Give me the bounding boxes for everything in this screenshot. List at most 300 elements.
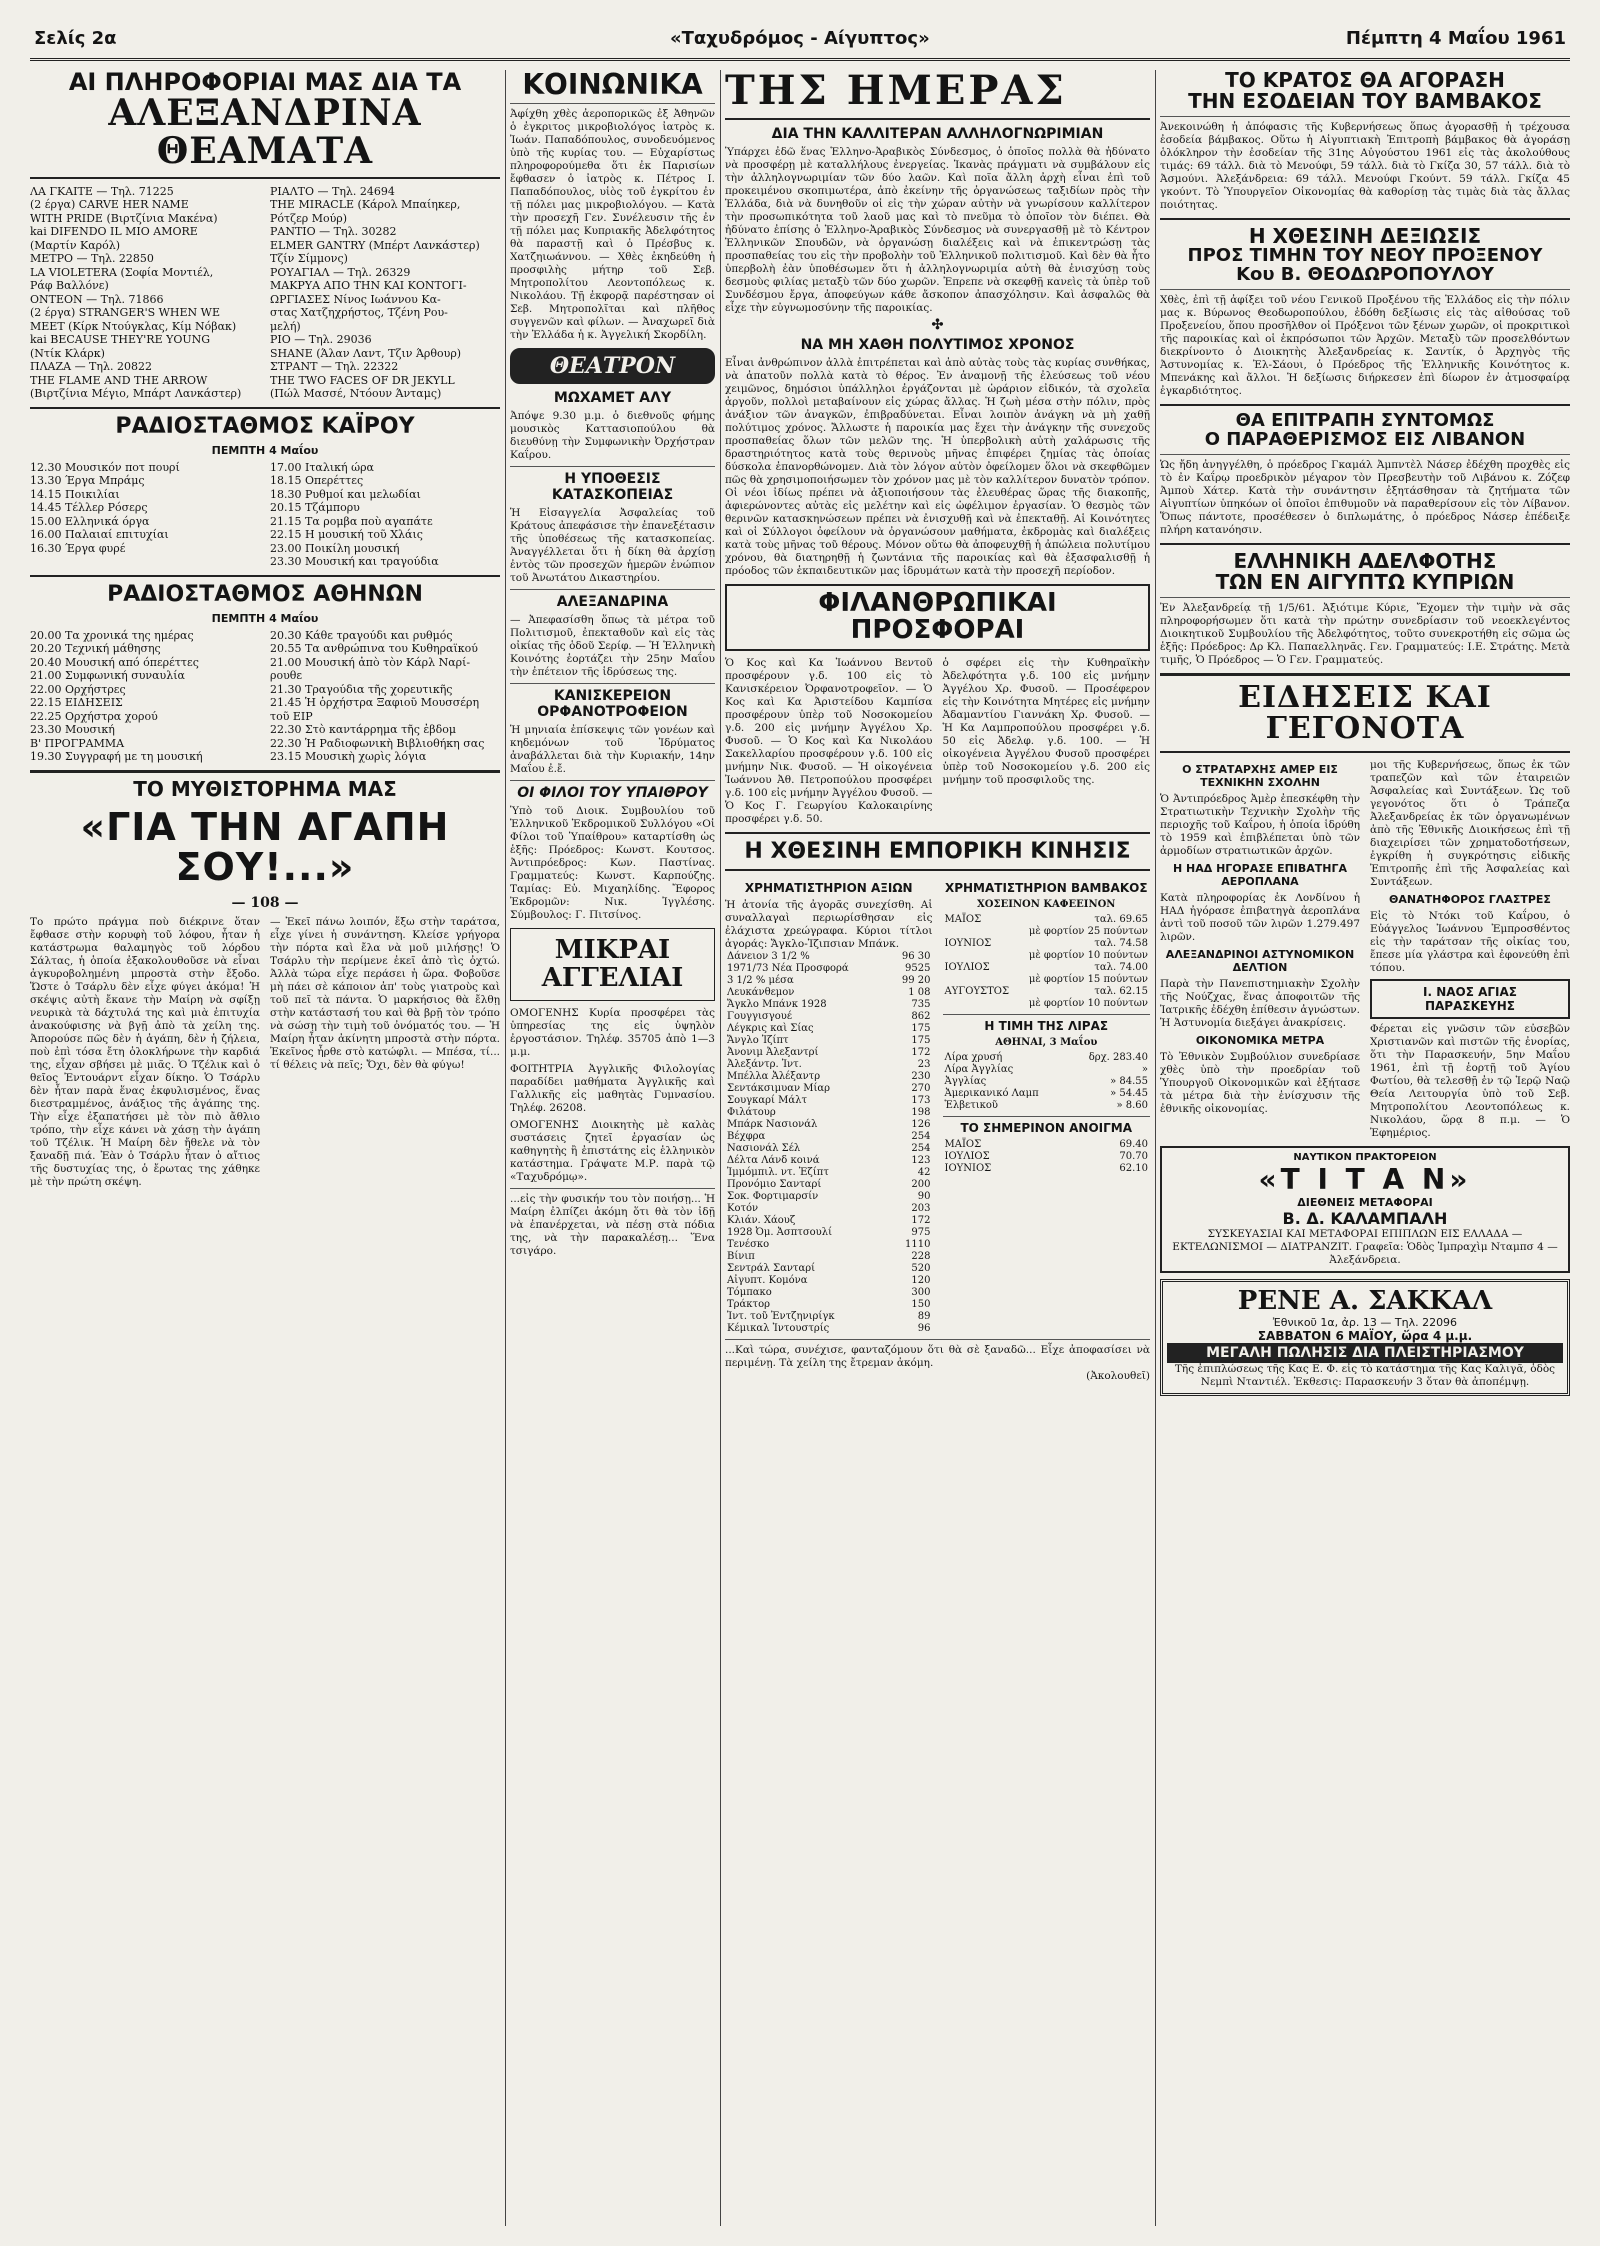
row-label: Σοκ. Φορτιμαρσίν <box>727 1190 819 1202</box>
cotton-exchange-subtitle: ΧΟΣΕΙΝΟΝ ΚΑΦΕΕΙΝΟΝ <box>977 898 1116 910</box>
row-label: Σεντάκσιμυαν Μίαρ <box>727 1082 830 1094</box>
pound-price-title: Η ΤΙΜΗ ΤΗΣ ΛΙΡΑΣ <box>984 1018 1109 1033</box>
row-value: 126 <box>911 1118 931 1130</box>
cinema-listing-line: ΡΑΝΤΙΟ — Τηλ. 30282 <box>270 225 397 239</box>
stock-exchange-title: ΧΡΗΜΑΤΙΣΤΗΡΙΟΝ ΑΞΙΩΝ <box>744 880 913 895</box>
row-value: 862 <box>911 1010 931 1022</box>
radio-cairo-list-left <box>30 461 260 556</box>
column-4 <box>1160 70 1570 2236</box>
row-value: 62.10 <box>1119 1162 1148 1174</box>
cinema-listing-line: kai BECAUSE THEY'RE YOUNG <box>30 333 211 347</box>
row-label: ΜΑΪΟΣ <box>944 1138 982 1150</box>
table-row <box>725 1011 933 1023</box>
page-number: Σελίς 2α <box>34 28 117 49</box>
titan-text: ΣΥΣΚΕΥΑΣΙΑΙ ΚΑΙ ΜΕΤΑΦΟΡΑΙ ΕΠΙΠΛΩΝ ΕΙΣ ΕΛΛΑΔΑ — ΕΚΤΕΛΩΝΙΣΜΟΙ — ΔΙΑΤΡΑΝΖΙΤ. Γραφεῖα: Ὁδὸς Ἰμπραχὶμ Νταμπσ 4 — Ἀλεξάνδρεια. <box>1172 1227 1558 1266</box>
cinema-listing-line: ΣΤΡΑΝΤ — Τηλ. 22322 <box>270 360 399 374</box>
radio-athens-list-left <box>30 629 260 764</box>
radio-program-item: 21.30 Τραγούδια τῆς χορευτικῆς <box>270 682 453 696</box>
espionage-title: Η ΥΠΟΘΕΣΙΣ ΚΑΤΑΣΚΟΠΕΙΑΣ <box>551 471 674 504</box>
social-text: Ἀφίχθη χθὲς ἀεροπορικῶς ἐξ Ἀθηνῶν ὁ ἐγκριτος μικροβιολόγος ἰατρὸς κ. Ἰωάν. Παπαδόπουλος, συνοδευόμενος ὑπὸ τῆς κυρίας του. — Εὐχαρίστως πληροφορούμεθα ὅτι ἐκ Παρισίων ἔφθασεν ὁ ἰατρὸς κ. Πέτρος Ι. Παπαδόπουλος, υἱὸς τοῦ ἐγκρίτου ἐν τῇ πόλει μας μικροβιολόγου. — Κατὰ τὴν προσεχῆ Γεν. Συνέλευσιν τῆς ἐν τῇ πόλει μας Κυπριακῆς Ἀδελφότητος θὰ παραστῇ καὶ ὁ Πρέσβυς κ. Χατζηιωάννου. — Χθὲς ἐκηδεύθη ἡ προσφιλὴς μήτηρ τοῦ Σεβ. Μητροπολίτου Λεοντοπόλεως κ. Νικολάου. Τῇ ἐκφορᾷ παρέστησαν οἱ Σεβ. Μητροπολῖται καὶ πλῆθος συγγενῶν καὶ φίλων. — Ἀναχωρεῖ διὰ τὴν Ἑλλάδα ἡ κ. Ἀγγελική Σκορδίλη. <box>510 108 715 342</box>
cinema-listing-line: μελή) <box>270 319 301 333</box>
row-value: ταλ. 74.00 <box>1094 961 1148 973</box>
radio-program-item: 21.15 Τα ρομβα ποὺ αγαπάτε <box>270 514 433 528</box>
table-row <box>943 1163 1151 1175</box>
cinema-listing-line: (Βιρτζίνια Μέγιο, Μπάρτ Λανκάστερ) <box>30 387 242 401</box>
row-value: 69.40 <box>1119 1138 1148 1150</box>
novel-to-be-continued: (Ἀκολουθεῖ) <box>1086 1369 1150 1382</box>
row-value: 175 <box>911 1022 931 1034</box>
row-value: μὲ φορτίον 15 πούντων <box>1028 973 1148 985</box>
radio-program-item: 16.00 Παλαιαί επιτυχίαι <box>30 528 169 542</box>
row-value: 203 <box>911 1202 931 1214</box>
row-label: Ἑλβετικοῦ <box>944 1099 999 1111</box>
row-value: 150 <box>911 1298 931 1310</box>
row-label: Λέγκρις καὶ Σίας <box>727 1022 814 1034</box>
row-label: Κέμικαλ Ἰντουστρίς <box>727 1322 830 1334</box>
table-row <box>725 1059 933 1071</box>
cinema-listing-line: WITH PRIDE (Βιρτζίνια Μακένα) <box>30 211 218 225</box>
cypriots-title-1: ΕΛΛΗΝΙΚΗ ΑΔΕΛΦΟΤΗΣ <box>1233 548 1497 573</box>
novel-continuation: ...εἰς τὴν φυσικήν του τὸν ποιήσῃ... Ἡ Μαίρη ἐλπίζει ἀκόμη ὅτι θὰ τὸν ἰδῇ νὰ ἐπανέρχεται, νὰ πέσῃ στὰ πόδια της, νὰ τὴν παρακαλέσῃ... Ἕνα τσιγάρο. <box>510 1192 715 1257</box>
row-label: Ἰντ. τοῦ Ἐντζηνιρίγκ <box>727 1310 835 1322</box>
cinema-listing-line: ΠΛΑΖΑ — Τηλ. 20822 <box>30 360 152 374</box>
news-section-title: ΕΙΔΗΣΕΙΣ ΚΑΙ ΓΕΓΟΝΟΤΑ <box>1238 679 1492 747</box>
alex-shows-title-2: ΑΛΕΞΑΝΔΡΙΝΑ ΘΕΑΜΑΤΑ <box>108 92 422 172</box>
radio-program-item: 20.00 Τα χρονικά της ημέρας <box>30 628 194 642</box>
row-value: 1110 <box>905 1238 931 1250</box>
row-label: Δάνειον 3 1/2 % <box>727 950 810 962</box>
table-row <box>725 1191 933 1203</box>
radio-program-item: 18.30 Ρυθμοί και μελωδίαι <box>270 487 421 501</box>
table-row <box>725 1155 933 1167</box>
table-row <box>725 1299 933 1311</box>
novel-kicker: ΤΟ ΜΥΘΙΣΤΟΡΗΜΑ ΜΑΣ <box>133 776 397 801</box>
cinema-listing-line: THE TWO FACES OF DR JEKYLL <box>270 373 455 387</box>
classified-ad: ΦΟΙΤΗΤΡΙΑ Ἀγγλικῆς Φιλολογίας παραδίδει μαθήματα Ἀγγλικῆς καὶ Γαλλικῆς εἰς μαθητὰς Γυμνασίου. Τηλέφ. 26208. <box>510 1062 715 1114</box>
row-value: 9525 <box>905 962 931 974</box>
news-glasses-title: ΘΑΝΑΤΗΦΟΡΟΣ ΓΛΑΣΤΡΕΣ <box>1389 892 1551 906</box>
news-3-text: Παρὰ τὴν Πανεπιστημιακὴν Σχολὴν τῆς Νούζχας, ἕνας ἀποφοιτῶν τῆς Ἰατρικῆς ἐδέχθη ἐπίθεσιν ἀγνώστων. Ἡ Ἀστυνομία διεξάγει ἀνακρίσεις. <box>1160 977 1360 1029</box>
cinema-listing-line: (2 έργα) CARVE HER NAME <box>30 198 189 212</box>
news-2-text: Κατὰ πληροφορίας ἐκ Λονδίνου ἡ ΗΑΔ ἠγόρασε ἐπιβατηγὰ ἀεροπλάνα ἀντὶ τοῦ ποσοῦ τῶν λιρῶν 1.279.497 λιρῶν. <box>1160 891 1360 943</box>
row-label: Λίρα χρυσή <box>944 1051 1003 1063</box>
cinema-listing-line: ΩΡΓΙΑΣΕΣ Νίνος Ιωάννου Κα- <box>270 292 441 306</box>
table-row <box>725 1287 933 1299</box>
article-1-title: ΔΙΑ ΤΗΝ ΚΑΛΛΙΤΕΡΑΝ ΑΛΛΗΛΟΓΝΩΡΙΜΙΑΝ <box>771 126 1104 142</box>
row-value: 175 <box>911 1034 931 1046</box>
row-label: Ἀνονιμ Ἀλεξαντρί <box>727 1046 819 1058</box>
row-value: 735 <box>911 998 931 1010</box>
row-label <box>943 950 1017 962</box>
pound-table <box>943 1052 1151 1112</box>
rene-title: ΡΕΝΕ Α. ΣΑΚΚΑΛ <box>1237 1285 1493 1316</box>
row-value: 198 <box>911 1106 931 1118</box>
alexandria-title: ΑΛΕΞΑΝΔΡΙΝΑ <box>556 594 669 611</box>
table-row <box>725 1143 933 1155</box>
radio-cairo-schedule <box>30 461 500 569</box>
table-row <box>943 1139 1151 1151</box>
radio-program-item: 20.30 Κάθε τραγούδι και ρυθμός <box>270 628 453 642</box>
cotton-state-title-2: ΤΗΝ ΕΣΟΔΕΙΑΝ ΤΟΥ ΒΑΜΒΑΚΟΣ <box>1188 89 1542 113</box>
cinema-listing-line: MEET (Κίρκ Ντούγκλας, Κίμ Νόβακ) <box>30 319 237 333</box>
radio-program-item: 22.15 ΕΙΔΗΣΕΙΣ <box>30 696 123 710</box>
table-row <box>725 1047 933 1059</box>
row-label: 1928 Ὀμ. Ἀσπτσουλί <box>727 1226 833 1238</box>
table-row <box>725 1239 933 1251</box>
cinema-listing-line: THE FLAME AND THE ARROW <box>30 373 208 387</box>
cinema-listing-line: (Πώλ Μασσέ, Ντόουν Άνταμς) <box>270 387 442 401</box>
rene-event: ΜΕΓΑΛΗ ΠΩΛΗΣΙΣ ΔΙΑ ΠΛΕΙΣΤΗΡΙΑΣΜΟΥ <box>1167 1343 1563 1363</box>
row-value: 96 30 <box>901 950 931 962</box>
row-label: Κοτόν <box>727 1202 759 1214</box>
table-row <box>943 1064 1151 1076</box>
titan-kicker: ΝΑΥΤΙΚΟΝ ΠΡΑΚΤΟΡΕΙΟΝ <box>1293 1151 1437 1163</box>
table-row <box>725 975 933 987</box>
news-glasses-text: Εἰς τὸ Ντόκι τοῦ Καΐρου, ὁ Εὐάγγελος Ἰωάννου Ἐμπροσθέντος εἰς τὴν ταράτσαν τῆς οἰκίας του, ἔπεσε μία γλάστρα καὶ ἐφονεύθη ἐπὶ τόπου. <box>1370 909 1570 974</box>
table-row <box>725 1275 933 1287</box>
row-label: Φιλάτουρ <box>727 1106 776 1118</box>
row-label: 1971/73 Νέα Προσφορά <box>727 962 849 974</box>
column-3 <box>725 70 1150 2236</box>
cinema-listing-line: Ρότζερ Μούρ) <box>270 211 348 225</box>
row-value: μὲ φορτίον 10 πούντων <box>1028 997 1148 1009</box>
cotton-exchange-title: ΧΡΗΜΑΤΙΣΤΗΡΙΟΝ ΒΑΜΒΑΚΟΣ <box>944 880 1148 895</box>
titan-ad <box>1160 1146 1570 1273</box>
cinema-listings <box>30 185 500 401</box>
cinema-listing-line: THE MIRACLE (Κάρολ Μπαίηκερ, <box>270 198 461 212</box>
table-row <box>725 1323 933 1335</box>
news-4-text: Τὸ Ἐθνικὸν Συμβούλιον συνεδρίασε χθὲς ὑπὸ τὴν προεδρίαν τοῦ Ὑπουργοῦ Οἰκονομικῶν καὶ ἐξήτασε τὰ μέτρα διὰ τὴν ἐνίσχυσιν τῆς ἐθνικῆς οἰκονομίας. <box>1160 1050 1360 1115</box>
table-row <box>725 1215 933 1227</box>
row-value: 90 <box>917 1190 931 1202</box>
row-label: Ἀλεξάντρ. Ἰντ. <box>727 1058 802 1070</box>
radio-program-item: 16.30 Έργα φυρέ <box>30 541 126 555</box>
radio-program-item: 20.40 Μουσική από όπερέττες <box>30 655 199 669</box>
cinema-listing-line: (2 έργα) STRANGER'S WHEN WE <box>30 306 221 320</box>
table-row <box>725 1311 933 1323</box>
radio-program-item: 15.00 Ελληνικά όργα <box>30 514 150 528</box>
table-row <box>725 1263 933 1275</box>
row-label: Κλιάν. Χάουζ <box>727 1214 796 1226</box>
row-value: ταλ. 62.15 <box>1094 985 1148 997</box>
classified-ad: ΟΜΟΓΕΝΗΣ Κυρία προσφέρει τὰς ὑπηρεσίας της εἰς ὑψηλὸν ἐργοστάσιον. Τηλέφ. 35705 ἀπὸ 1—3 μ.μ. <box>510 1006 715 1058</box>
row-value: 172 <box>911 1046 931 1058</box>
row-value: 96 <box>917 1322 931 1334</box>
row-value: 23 <box>917 1058 931 1070</box>
row-value: 123 <box>911 1154 931 1166</box>
row-label <box>943 998 1017 1010</box>
row-value: ταλ. 69.65 <box>1094 913 1148 925</box>
row-value: 42 <box>917 1166 931 1178</box>
table-row <box>943 1088 1151 1100</box>
radio-program-item: 23.00 Ποικίλη μουσική <box>270 541 400 555</box>
table-row <box>943 1052 1151 1064</box>
row-label: ΙΟΥΝΙΟΣ <box>944 937 992 949</box>
cinema-listing-line: LA VIOLETERA (Σοφία Μοντιέλ, <box>30 265 214 279</box>
radio-athens-day: ΠΕΜΠΤΗ 4 Μαΐου <box>211 611 319 625</box>
classifieds-list <box>510 1007 715 1184</box>
titan-name: Β. Δ. ΚΑΛΑΜΠΑΛΗ <box>1282 1208 1448 1228</box>
row-label: ΙΟΥΝΙΟΣ <box>944 1162 992 1174</box>
cinema-listing-line: ΛΑ ΓΚΑΙΤΕ — Τηλ. 71225 <box>30 184 174 198</box>
table-row <box>943 1151 1151 1163</box>
row-value: ταλ. 74.58 <box>1094 937 1148 949</box>
radio-athens-title: ΡΑΔΙΟΣΤΑΘΜΟΣ ΑΘΗΝΩΝ <box>107 581 423 607</box>
row-label: Βίνιπ <box>727 1250 755 1262</box>
row-label: Τράκτορ <box>727 1298 770 1310</box>
row-label: Τενέσκο <box>727 1238 770 1250</box>
reception-text: Χθὲς, ἐπὶ τῇ ἀφίξει τοῦ νέου Γενικοῦ Προξένου τῆς Ἑλλάδος εἰς τὴν πόλιν μας κ. Βύρωνος Θεοδωροπούλου, ἐδόθη δεξίωσις εἰς τὰς αἰθούσας τοῦ Προξενείου, ὅπου προσῆλθον οἱ Πρόξενοι τῶν ξένων χωρῶν, οἱ προκριτικοὶ τῆς παροικίας καὶ οἱ ἐκπρόσωποι τῶν Ἀρχῶν. Μεταξὺ τῶν προσελθόντων διεκρίνοντο ὁ Διοικητὴς Ἀλεξανδρείας κ. Σαντίκ, ὁ Ἀρχηγὸς τῆς Ἀστυνομίας κ. Ἐλ-Σάουι, ὁ Πρόεδρος τῆς Ἑλληνικῆς Κοινότητος κ. Μπενάκης καὶ ἄλλοι. Ἡ δεξίωσις διήρκεσεν ἐπὶ δίωρον ἐν ἀτμοσφαίρᾳ ἐγκαρδιότητος. <box>1160 293 1570 397</box>
today-opening-table <box>943 1139 1151 1175</box>
column-2 <box>510 70 715 2236</box>
reception-title-3: Κου Β. ΘΕΟΔΩΡΟΠΟΥΛΟΥ <box>1236 263 1494 285</box>
row-label: Λίρα Ἀγγλίας <box>944 1063 1014 1075</box>
row-label: Δέλτα Λάνδ κοινά <box>727 1154 820 1166</box>
table-row <box>725 1035 933 1047</box>
article-1-text: Ὑπάρχει ἐδῶ ἕνας Ἑλληνο-Ἀραβικὸς Σύνδεσμος, ὁ ὁποῖος πολλὰ θὰ ἠδύνατο νὰ προσφέρῃ μὲ καταλλήλους ἐνεργείας. Ἱκανὰς πράγματι νὰ συμβάλουν εἰς τὴν ἀλληλογνωριμίαν τῶν δύο λαῶν. Καὶ ποῖα ἄλλη ἀρχὴ εἶναι ἐπὶ τοῦ προκειμένου σκοπιμωτέρα, ἀπὸ ἐκείνην τῆς ὀργανώσεως ταξιδίων πρὸς τὴν Ἑλλάδα, διὰ νὰ δυνηθοῦν οἱ εἰς τὴν χώραν αὐτὴν νὰ γνωρίσουν καλλίτερον τὴν προσωπικότητα τοῦ λαοῦ μας καὶ τὸ πνεῦμα τὸ ὁποῖον τὸν διέπει. Θὰ ἠδύνατο ἐπίσης ὁ Ἑλληνο-Ἀραβικὸς Σύνδεσμος νὰ συνεργασθῇ μὲ τὸ Κέντρον Ἑλληνικῶν Σπουδῶν, νὰ ὀργανώσῃ διαλέξεις καὶ νὰ ἐπικεντρώσῃ τὰς προσπαθείας του εἰς τὴν προβολὴν τοῦ Ἑλληνικοῦ πολιτισμοῦ. Καὶ δὲν θὰ ἦτο ὑπερβολὴ ἐὰν ὑποθέσωμεν ὅτι ἡ ἀλληλογνωριμία αὐτὴ θὰ ἐνισχύσῃ τοὺς δεσμοὺς φιλίας μεταξὺ τῶν δύο χωρῶν. Ἐπρεπε νὰ σκεφθῇ κανεὶς τὰ ὑπὲρ τοῦ Συνδέσμου ἔργα, ἀποφεύγων κάθε ἄσκοπον ἀπασχόλησιν. Καὶ ἀσφαλῶς θὰ εἶχε τὴν εὐγνωμοσύνην τῆς παροικίας. <box>725 146 1150 314</box>
row-value: δρχ. 283.40 <box>1088 1051 1148 1063</box>
orphanage-text: Ἡ μηνιαία ἐπίσκεψις τῶν γονέων καὶ κηδεμόνων τοῦ Ἱδρύματος ἀναβάλλεται διὰ τὴν Κυριακήν, 14ην Μαΐου ἐ.ἔ. <box>510 724 715 776</box>
lebanon-title-2: Ο ΠΑΡΑΘΕΡΙΣΜΟΣ ΕΙΣ ΛΙΒΑΝΟΝ <box>1204 428 1526 450</box>
table-row <box>725 1107 933 1119</box>
row-label: Ἀμερικανικό Λαμπ <box>944 1087 1039 1099</box>
row-label: Προνόμιο Σανταρί <box>727 1178 822 1190</box>
table-row <box>725 1095 933 1107</box>
row-value: 300 <box>911 1286 931 1298</box>
radio-cairo-list-right <box>270 461 500 569</box>
cinema-listing-line: ΟΝΤΕΟΝ — Τηλ. 71866 <box>30 292 164 306</box>
table-row <box>725 1179 933 1191</box>
row-label <box>943 926 1017 938</box>
table-row <box>725 1227 933 1239</box>
cotton-state-title-1: ΤΟ ΚΡΑΤΟΣ ΘΑ ΑΓΟΡΑΣΗ <box>1225 70 1505 92</box>
row-value: 173 <box>911 1094 931 1106</box>
radio-program-item: 21.00 Συμφωνική συναυλία <box>30 669 185 683</box>
row-value: 254 <box>911 1142 931 1154</box>
philanthropy-left-text: Ὁ Κος καὶ Κα Ἰωάννου Βεντοῦ προσφέρουν γ.δ. 100 εἰς τὸ Κανισκέρειον Ὀρφανοτροφεῖον. — Ὁ Κος καὶ Κα Ἀριστείδου Καμπίσα προσφέρουν ὑπὲρ τοῦ Νοσοκομείου γ.δ. 200 εἰς μνήμην Ἀγγέλου Χρ. Φυσοῦ. — Ὁ Κος καὶ Κα Νικολάου Σακελλαρίου προσφέρουν γ.δ. 100 εἰς μνήμην Νικ. Φυσοῦ. — Ἡ οἰκογένεια Ἰωάννου Ἀθ. Πετροπούλου προσφέρει γ.δ. 100 εἰς μνήμην Ἀγγέλου Φυσοῦ. — Ὁ Κος Γ. Γεωργίου Καλοκαιρίνης προσφέρει γ.δ. 50. <box>725 656 933 825</box>
row-label: 3 1/2 % μέσα <box>727 974 794 986</box>
philanthropy-right-text: ὁ σφέρει εἰς τὴν Κυθηραϊκὴν Ἀδελφότητα γ.δ. 100 εἰς μνήμην Ἀγγέλου Χρ. Φυσοῦ. — Προσέφερον εἰς τὴν Κοινότητα Μητέρες εἰς μνήμην Ἀδαμαντίου Γιαννάκη Χρ. Φυσοῦ. — Ἡ Κα Λαμπροπούλου προσφέρει γ.δ. 50 εἰς Ἀδελφ. γ.δ. 100. — Ἡ οἰκογένεια Ἀγγέλου Φυσοῦ προσφέρει ὑπὲρ τοῦ Νοσοκομείου γ.δ. 200 εἰς μνήμην τοῦ προσφιλοῦς της. <box>942 656 1150 786</box>
table-row <box>725 987 933 999</box>
divider-ornament: ✣ <box>931 317 944 333</box>
cinema-listing-line: (Μαρτίν Καρόλ) <box>30 238 121 252</box>
row-value: 70.70 <box>1119 1150 1148 1162</box>
table-row <box>943 1076 1151 1088</box>
radio-program-item: 20.55 Τα ανθρώπινα του Κυθηραϊκού <box>270 642 478 656</box>
row-value: 89 <box>917 1310 931 1322</box>
table-row <box>943 998 1151 1010</box>
row-label <box>943 974 1017 986</box>
radio-program-item: 23.15 Μουσικὴ χωρὶς λόγια <box>270 750 427 764</box>
cypriots-text: Ἐν Ἀλεξανδρείᾳ τῇ 1/5/61. Ἀξιότιμε Κύριε, Ἔχομεν τὴν τιμὴν νὰ σᾶς πληροφορήσωμεν ὅτι κατὰ τὴν πρώτην συνεδρίασιν τοῦ νεοεκλεγέντος Διοικητικοῦ Συμβουλίου τῆς Ἀδελφότητος, τοῦτο συνεκροτήθη εἰς σῶμα ὡς ἑξῆς: Πρόεδρος: Δρ Κλ. Παπαελληνᾶς. Γεν. Γραμματεύς: Ι.Ε. Στράτης. Μετὰ τιμῆς, Ὁ Πρόεδρος — Ὁ Γεν. Γραμματεύς. <box>1160 601 1570 666</box>
issue-date: Πέμπτη 4 Μαΐου 1961 <box>1345 28 1566 49</box>
radio-program-item: 22.30 Ἡ Ραδιοφωνικὴ Βιβλιοθήκη σας <box>270 736 485 750</box>
column-1 <box>30 70 500 2236</box>
reception-title-2: ΠΡΟΣ ΤΙΜΗΝ ΤΟΥ ΝΕΟΥ ΠΡΟΞΕΝΟΥ <box>1187 245 1543 266</box>
day-column-title: ΤΗΣ ΗΜΕΡΑΣ <box>725 70 1067 114</box>
table-row <box>943 914 1151 926</box>
row-label: Ἄνγλο Ἰζίπτ <box>727 1034 789 1046</box>
table-row <box>725 963 933 975</box>
cinema-listing-line: (Ντίκ Κλάρκ) <box>30 346 105 360</box>
stock-table <box>725 951 933 1335</box>
row-label: Νασιονάλ Σέλ <box>727 1142 801 1154</box>
radio-program-item: 21.00 Μουσική ἀπὸ τὸν Κάρλ Ναρί- <box>270 655 471 669</box>
cinema-listing-line: στας Χατζηχρήστος, Τζένη Ρου- <box>270 306 448 320</box>
reception-title-1: Η ΧΘΕΣΙΝΗ ΔΕΞΙΩΣΙΣ <box>1248 224 1482 248</box>
novel-installment: — 108 — <box>231 894 299 911</box>
row-label: Γουγγισγουέ <box>727 1010 792 1022</box>
radio-program-item: τοῦ ΕΙΡ <box>270 709 313 723</box>
row-label: ΙΟΥΛΙΟΣ <box>944 961 990 973</box>
rene-text: Τῆς ἐπιπλώσεως τῆς Κας Ε. Φ. εἰς τὸ κατάστημα τῆς Κας Καλιγᾶ, ὁδὸς Νεμπὶ Νταντιέλ. Ἐκθεσις: Παρασκευήν 3 ὅταν θὰ ἀποπέμψῃ. <box>1174 1362 1556 1388</box>
radio-program-item: 14.15 Ποικιλίαι <box>30 487 120 501</box>
novel-tail-text: ...Καὶ τώρα, συνέχισε, φανταζόμουν ὅτι θὰ σὲ ξαναδῶ... Εἶχε ἀποφασίσει νὰ περιμένῃ. Τὰ χείλη της ἔτρεμαν ἀκόμη. <box>725 1343 1150 1369</box>
news-4-title: ΟΙΚΟΝΟΜΙΚΑ ΜΕΤΡΑ <box>1195 1033 1325 1047</box>
table-row <box>725 1083 933 1095</box>
titan-title: «Τ Ι Τ Α Ν» <box>1258 1162 1472 1196</box>
novel-title: «ΓΙΑ ΤΗΝ ΑΓΑΠΗ ΣΟΥ!...» <box>80 804 450 889</box>
row-label: ΜΑΪΟΣ <box>944 913 982 925</box>
radio-program-item: 22.30 Στὸ καντάρρημα τῆς ἐβδομ <box>270 723 457 737</box>
row-label: ΙΟΥΛΙΟΣ <box>944 1150 990 1162</box>
theatre-text: Ἀπόψε 9.30 μ.μ. ὁ διεθνοῦς φήμης μουσικὸς Καττασιοπούλου θὰ διευθύνῃ τὴν Συμφωνικὴν Ὀρχήστραν Καΐρου. <box>510 410 715 462</box>
row-label: Τόμπακο <box>727 1286 772 1298</box>
table-row <box>943 938 1151 950</box>
alexandria-text: — Ἀπεφασίσθη ὅπως τὰ μέτρα τοῦ Πολιτισμοῦ, ἐπεκταθοῦν καὶ εἰς τὰς οἰκίας τῆς ὁδοῦ Σερίφ. — Ἡ Ἑλληνικὴ Κοινότης ἑορτάζει τὴν 25ην Μαΐου τὴν ἐπέτειον τῆς ἱδρύσεως της. <box>510 614 715 679</box>
radio-program-item: 13.30 Έργα Μπράμς <box>30 474 145 488</box>
cinema-listing-line: ΜΕΤΡΟ — Τηλ. 22850 <box>30 252 154 266</box>
row-label: Αἰγυπτ. Κομόνα <box>727 1274 808 1286</box>
lebanon-title-1: ΘΑ ΕΠΙΤΡΑΠΗ ΣΥΝΤΟΜΩΣ <box>1235 409 1495 431</box>
row-label: Ἀγγλίας <box>944 1075 987 1087</box>
radio-program-item: ρουθε <box>270 669 303 683</box>
radio-program-item: 23.30 Μουσική <box>30 723 115 737</box>
table-row <box>943 986 1151 998</box>
table-row <box>725 1071 933 1083</box>
row-label: ΑΥΓΟΥΣΤΟΣ <box>944 985 1010 997</box>
table-row <box>943 1100 1151 1112</box>
radio-program-item: 12.30 Μουσικόν ποτ πουρί <box>30 460 180 474</box>
row-value: » 84.55 <box>1110 1075 1148 1087</box>
novel-text-1: Το πρώτο πράγμα ποὺ διέκρινε ὅταν ἔφθασε στὴν κορυφὴ τοῦ λόφου, ἦταν ἡ κατάστρωμα θαλαμηγὸς τοῦ λόρδου Σάλτας, ἡ ὁποία ἐξακολουθοῦσε νὰ εἶναι ἀγκυροβολημένη μπροστὰ στὴν ἔξοδο. Ὥστε ὁ Τσάρλυ δὲν εἶχε φύγει ἀκόμα! Ἡ σκέψις αὐτὴ ἔκανε τὴν Μαίρη νὰ σφίξῃ νευρικὰ τὰ δάχτυλά της καὶ μιὰ ἐπιτυχία ἀνακούφισης νὰ βγῇ ἀπὸ τὰ χείλη της. Ἀπορούσε πῶς δὲν ἡ ἀγάπη, δὲν ἡ ζήλεια, ποὺ ἐπὶ τόσα ἔτη ὁλοκλήρωνε τὴν καρδιά της, εἶχαν σβήσει μὲ μιᾶς. Ὁ Τζέλικ καὶ ὁ θεῖος Ἐντουάρντ εἶχαν δίκηο. Ὁ Τσάρλυ δὲν ἦταν παρὰ ἕνας ἐκφυλισμένος, ἕνας διεστραμμένος, ἀνάξιος τῆς ἀγάπης της. Τὴν εἶχε ἐξαπατήσει μὲ τὸν πιὸ ἄθλιο τρόπο, τὴν εἶχε κάνει νὰ χάσῃ τὴν ἀγάπη τοῦ Τζέλικ. Ἡ Μαίρη δὲν ἤθελε νὰ τὸν ξαναδῇ πιά. Ἐὰν ὁ Τσάρλυ ἦταν ὁ αἴτιος τῆς δυστυχίας της, ὁ ἔρωτας της χάθηκε μὲ τὴν πρώτη σκέψη. <box>30 916 260 1189</box>
row-value: 254 <box>911 1130 931 1142</box>
news-1-text: Ὁ Ἀντιπρόεδρος Ἀμὲρ ἐπεσκέφθη τὴν Στρατιωτικὴν Τεχνικὴν Σχολὴν τῆς περιοχῆς τοῦ Καΐρου, ἡ ὁποία ἱδρύθη τὸ 1959 καὶ ἐπιβλέπεται ὑπὸ τῶν ἀρμοδίων στρατιωτικῶν ἀρχῶν. <box>1160 792 1360 857</box>
cinema-listing-line: ELMER GANTRY (Μπέρτ Λανκάστερ) <box>270 238 480 252</box>
cinema-listing-line: Ράφ Βαλλόνε) <box>30 279 109 293</box>
cinema-listing-line: SHANE (Άλαν Λαντ, Τζιν Άρθουρ) <box>270 346 462 360</box>
row-label: Βέχφρα <box>727 1130 766 1142</box>
rene-date: ΣΑΒΒΑΤΟΝ 6 ΜΑΪΟΥ, ὥρα 4 μ.μ. <box>1257 1328 1473 1343</box>
radio-program-item: 19.30 Συγγραφή με τη μουσική <box>30 750 203 764</box>
radio-program-item: 23.30 Μουσική και τραγούδια <box>270 555 439 569</box>
philanthropy-title: ΦΙΛΑΝΘΡΩΠΙΚΑΙ ΠΡΟΣΦΟΡΑΙ <box>725 584 1150 651</box>
row-label: Μπάρκ Νασιονάλ <box>727 1118 818 1130</box>
cotton-table <box>943 914 1151 1010</box>
article-2-text: Εἶναι ἀνθρώπινον ἀλλὰ ἐπιτρέπεται καὶ ἀπὸ αὐτὰς τοὺς τὰς κυρίας συνθήκας, νὰ ἀπατοῦν πολλὰ κατὰ τὸ θέρος. Ἐν ἀναμονῇ τῆς ἐλεύσεως τοῦ νέου χειμῶνος, δημόσιοι ὑπάλληλοι ἐργάζονται μὲ ὡράριον εἰδικόν, τὰ σχολεῖα ἀργοῦν, πολλοὶ μεταβαίνουν εἰς χώρας ἄλλας. Ἡ ζωὴ μέσα στὴν πόλιν, πρὸς ἀνάξιον τῶν ἀναγκῶν, ἐπιβραδύνεται. Εἶναι λοιπὸν ἀνάγκη νὰ μὴ χαθῇ πολύτιμος χρόνος. Ἄλλωστε ἡ παροικία μας ἔχει τὴν ἀνάγκην τῆς συνεχοῦς προσπαθείας ὅλων τῶν μελῶν της. Ἡ ὑπερβολικὴ αὐτὴ χαλάρωσις τῆς δραστηριότητος κατὰ τοὺς θερινοὺς μῆνας ἐπιφέρει ζημίας τὰς ὁποίας δύσκολα ἐπανορθώνομεν. Διὰ τὸν λόγον αὐτὸν ὀφείλομεν ὅλοι νὰ σκεφθῶμεν πῶς θὰ χρησιμοποιήσωμεν τὸν χρόνον μας μὲ τὸν καλλίτερον δυνατὸν τρόπον. Οἱ νέοι ἰδίως πρέπει νὰ ἀξιοποιήσουν τὰς ἐλευθέρας ὥρας τῆς διακοπῆς, ἀφιερώνοντες αὐτὰς εἰς μελέτην καὶ εἰς ὠφέλιμον ἐργασίαν. Ὁ θεσμὸς τῶν θερινῶν κατασκηνώσεων πρέπει νὰ ἐνισχυθῇ καὶ νὰ ἐπεκταθῇ. Αἱ Κοινότητες καὶ οἱ Σύλλογοι ὀφείλουν νὰ ὀργανώσουν μαθήματα, ἐκδρομὰς καὶ διαλέξεις κατὰ τοὺς μῆνας τοῦ θέρους. Μόνον οὕτω θὰ ἀποφευχθῇ ἡ ἀπώλεια πολυτίμου χρόνου, θὰ διατηρηθῇ ἡ ζωντάνια τῆς παροικίας καὶ θὰ ἐξασφαλισθῇ ἡ πρόοδος τῶν ἐκπαιδευτικῶν μας ἱδρυμάτων κατὰ τὴν προσεχῆ περίοδον. <box>725 357 1150 577</box>
row-value: 228 <box>911 1250 931 1262</box>
cinema-listing-line: ΜΑΚΡΥΑ ΑΠΟ ΤΗΝ ΚΑΙ ΚΟΝΤΟΓΙ- <box>270 279 467 293</box>
table-row <box>725 1119 933 1131</box>
row-value: 230 <box>911 1070 931 1082</box>
row-label: Ἄγκλο Μπάνκ 1928 <box>727 998 827 1010</box>
row-value: 120 <box>911 1274 931 1286</box>
radio-program-item: 20.20 Τεχνική μάθησης <box>30 642 161 656</box>
orphanage-title: ΚΑΝΙΣΚΕΡΕΙΟΝ ΟΡΦΑΝΟΤΡΟΦΕΙΟΝ <box>537 688 688 721</box>
table-row <box>725 1203 933 1215</box>
radio-program-item: 14.45 Τέλλερ Ρόσερς <box>30 501 148 515</box>
cypriots-title-2: ΤΩΝ ΕΝ ΑΙΓΥΠΤΩ ΚΥΠΡΙΩΝ <box>1215 569 1515 594</box>
classified-ad: ΟΜΟΓΕΝΗΣ Διοικητὴς μὲ καλὰς συστάσεις ζητεῖ ἐργασίαν ὡς καθηγητὴς ἢ ἐπιστάτης εἰς ἑλληνικὸν κατάστημα. Γράψατε Μ.Ρ. παρὰ τῷ «Ταχυδρόμῳ». <box>510 1118 715 1183</box>
news-2-title: Η ΗΑΔ ΗΓΟΡΑΣΕ ΕΠΙΒΑΤΗΓΑ ΑΕΡΟΠΛΑΝΑ <box>1172 861 1348 888</box>
row-label: Λευκάνθεμον <box>727 986 795 998</box>
theatre-banner: ΘΕΑΤΡΟΝ <box>510 348 715 384</box>
social-title: ΚΟΙΝΩΝΙΚΑ <box>522 70 703 101</box>
church-title: Ι. ΝΑΟΣ ΑΓΙΑΣ ΠΑΡΑΣΚΕΥΗΣ <box>1370 979 1570 1019</box>
radio-athens-schedule <box>30 629 500 764</box>
rene-ad <box>1160 1279 1570 1396</box>
table-row <box>943 950 1151 962</box>
news-3-title: ΑΛΕΞΑΝΔΡΙΝΟΙ ΑΣΤΥΝΟΜΙΚΟΝ ΔΕΛΤΙΟΝ <box>1165 947 1355 974</box>
radio-program-item: 22.00 Ορχήστρες <box>30 682 126 696</box>
radio-program-item: 22.15 Η μουσική τοῦ Χλάις <box>270 528 423 542</box>
row-value: 975 <box>911 1226 931 1238</box>
row-value: 172 <box>911 1214 931 1226</box>
alex-shows-title-1: ΑΙ ΠΛΗΡΟΦΟΡΙΑΙ ΜΑΣ ΔΙΑ ΤΑ <box>68 70 462 96</box>
newspaper-name: «Ταχυδρόμος - Αίγυπτος» <box>670 28 930 49</box>
table-row <box>725 1131 933 1143</box>
novel-text-2: — Ἐκεῖ πάνω λοιπόν, ἔξω στὴν ταράτσα, εἶχε γίνει ἡ συνάντηση. Κλείσε γρήγορα τὴν πόρτα καὶ ἔλα νὰ μοῦ μιλήσῃς! Ὁ Τσάρλυ τὴν περίμενε ἐκεῖ ἀπὸ τὶς ὀχτώ. Ἀλλὰ τώρα εἶχε περάσει ἡ ὥρα. Φοβοῦσε μὴ πάει σὲ κάποιον ἀπ' τοὺς γιατροὺς καὶ τοῦ πεῖ τὰ πάντα. Ὁ μαρκήσιος θὰ ἔλθῃ στὴν κατάστασή του καὶ θὰ βρῇ τὸν τρόπο νὰ σώσῃ τὴν τιμὴ τοῦ ὀνόματός του. — Ἡ Μαίρη ἦταν ἀκίνητη μπροστὰ στὴν πόρτα. Ἐκεῖνος ἦρθε στὸ κατώφλι. — Μπέσα, τί... τί θέλεις νὰ πεῖς; Ὄχι, δὲν θὰ φύγω! <box>270 916 500 1072</box>
cinema-listing-line: Τζίν Σίμμονς) <box>270 252 348 266</box>
radio-program-item: 17.00 Ιταλική ώρα <box>270 460 374 474</box>
espionage-text: Ἡ Εἰσαγγελία Ἀσφαλείας τοῦ Κράτους ἀπεφάσισε τὴν ἐπανεξέτασιν τῆς ὑποθέσεως τῆς κατασκοπείας. Ἀναγγέλλεται ὅτι ἡ δίκη θὰ ἀρχίσῃ ἐντὸς τῶν προσεχῶν ἡμερῶν ἐνώπιον τοῦ Ἀνωτάτου Δικαστηρίου. <box>510 507 715 585</box>
row-value: μὲ φορτίον 10 πούντων <box>1028 949 1148 961</box>
stock-exchange-intro: Ἡ ἀτονία τῆς ἀγορᾶς συνεχίσθη. Αἱ συναλλαγαὶ περιωρίσθησαν εἰς ἐλάχιστα χρεώγραφα. Κύριοι τίτλοι ἀγοράς: Ἄγκλο-Ἰζιπσιαν Μπάνκ. <box>725 898 933 950</box>
today-opening-title: ΤΟ ΣΗΜΕΡΙΝΟΝ ΑΝΟΙΓΜΑ <box>960 1120 1133 1135</box>
table-row <box>725 1023 933 1035</box>
radio-program-item: Β' ΠΡΟΓΡΑΜΜΑ <box>30 736 125 750</box>
radio-program-item: 22.25 Ορχήστρα χορού <box>30 709 158 723</box>
row-label: Μπέλλα Ἀλέξαντρ <box>727 1070 821 1082</box>
row-value: 520 <box>911 1262 931 1274</box>
cotton-state-text: Ἀνεκοινώθη ἡ ἀπόφασις τῆς Κυβερνήσεως ὅπως ἀγορασθῇ ἡ τρέχουσα ἐσοδεία βάμβακος. Οὕτω ἡ Αἰγυπτιακὴ Ἐπιτροπὴ βάμβακος θὰ ἀγοράσῃ ὁλόκληρον τὴν ἐσοδείαν τῆς 31ης Αὐγούστου 1961 εἰς τὰς ἀκολούθους τιμάς: 69 τάλλ. διὰ τὸ Μενούφι, 59 τάλλ. διὰ τὸ Γκίζα 30, 57 τάλλ. διὰ τὸ Ἀσμούνι. Ἀλεξάνδρεια: 69 τάλλ. Μενούφι Γκούντ. 59 τάλλ. Γκίζα 45 γκούντ. Τὸ Ὑπουργεῖον Οἰκονομίας θὰ καθορίσῃ τὰς τιμὰς διὰ τὰς ἄλλας ποιότητας. <box>1160 121 1570 211</box>
rene-address: Ἐθνικοῦ 1α, ἀρ. 13 — Τηλ. 22096 <box>1272 1315 1458 1329</box>
row-value: » <box>1141 1063 1148 1075</box>
row-value: 200 <box>911 1178 931 1190</box>
cinema-listing-line: ΡΙΑΛΤΟ — Τηλ. 24694 <box>270 184 395 198</box>
row-value: 1 08 <box>908 986 931 998</box>
radio-cairo-day: ΠΕΜΠΤΗ 4 Μαΐου <box>211 443 319 457</box>
pound-price-subtitle: ΑΘΗΝΑΙ, 3 Μαΐου <box>995 1036 1098 1048</box>
cinema-listing-line: kai DIFENDO IL MIO AMORE <box>30 225 198 239</box>
news-1-title: Ο ΣΤΡΑΤΑΡΧΗΣ ΑΜΕΡ ΕΙΣ ΤΕΧΝΙΚΗΝ ΣΧΟΛΗΝ <box>1182 762 1338 789</box>
page-header <box>30 18 1570 61</box>
row-value: 270 <box>911 1082 931 1094</box>
trade-title: Η ΧΘΕΣΙΝΗ ΕΜΠΟΡΙΚΗ ΚΙΝΗΣΙΣ <box>744 838 1131 864</box>
friends-title: ΟΙ ΦΙΛΟΙ ΤΟΥ ΥΠΑΙΘΡΟΥ <box>517 785 708 802</box>
friends-text: Ὑπὸ τοῦ Διοικ. Συμβουλίου τοῦ Ἑλληνικοῦ Ἐκδρομικοῦ Συλλόγου «Οἱ Φίλοι τοῦ Ὑπαίθρου» καταρτίσθη ὡς ἑξῆς: Πρόεδρος: Κωνστ. Κουτσος. Ἀντιπρόεδρος: Κων. Παστίνας. Γραμματεύς: Κωνστ. Καρπούζης. Ταμίας: Εὐ. Μιχαηλίδης. Ἔφορος Ἐκδρομῶν: Νικ. Ἰγγλέσης. Σύμβουλος: Γ. Πιτσίνος. <box>510 805 715 922</box>
table-row <box>725 1167 933 1179</box>
news-right-text: μοι τῆς Κυβερνήσεως, ὅπως ἐκ τῶν τραπεζῶν καὶ τῶν ἐταιρειῶν Ἀσφαλείας καὶ Συντάξεων. Ὡς τοῦ γεγονότος ὅτι ὁ Τράπεζα Ἀλεξανδρείας ἐκ τῶν ὀργανωμένων ἀπὸ τῆς Ἐθνικῆς Διοικήσεως ἐπὶ τῇ διαχειρίσει τῶν χρηματοδοτήσεων, ἐγκρίθη ἡ συγκρότησις εἰδικῆς Ἐπιτροπῆς ἐπὶ τῆς Ἀσφαλείας καὶ Συντάξεων. <box>1370 758 1570 888</box>
table-row <box>725 999 933 1011</box>
radio-athens-list-right <box>270 629 500 764</box>
row-value: » 8.60 <box>1116 1099 1148 1111</box>
table-row <box>943 962 1151 974</box>
article-2-title: ΝΑ ΜΗ ΧΑΘΗ ΠΟΛΥΤΙΜΟΣ ΧΡΟΝΟΣ <box>800 337 1075 353</box>
table-row <box>725 951 933 963</box>
row-label: Σουγκαρί Μάλτ <box>727 1094 807 1106</box>
table-row <box>943 926 1151 938</box>
